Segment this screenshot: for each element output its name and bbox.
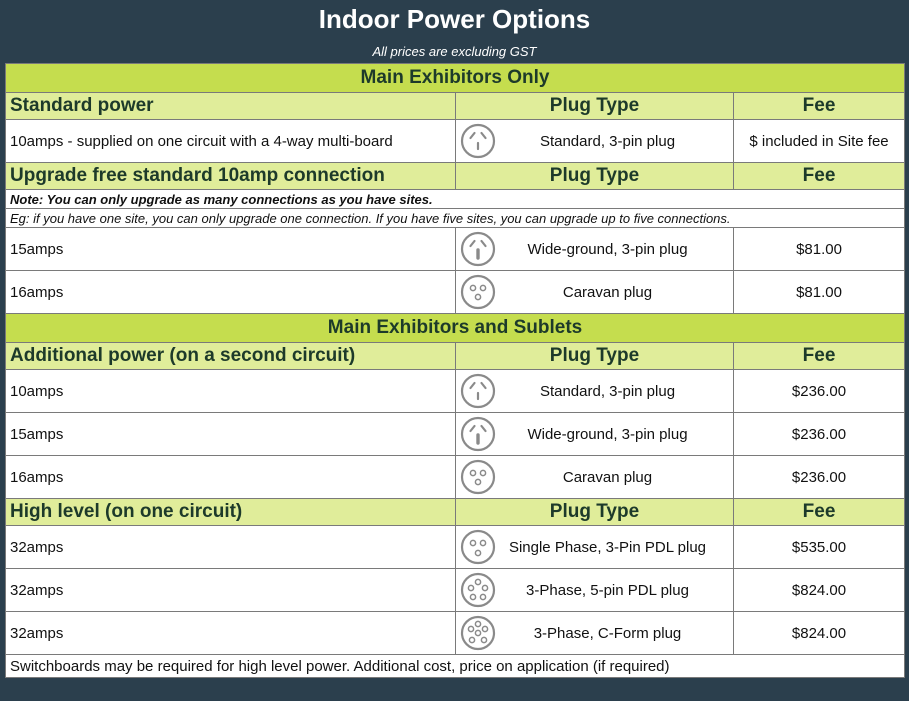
plug-type-header: Plug Type [456,343,734,370]
plug-type-header: Plug Type [456,93,734,120]
fee-value: $81.00 [734,271,905,314]
section-header-upgrade [6,163,905,190]
fee-value: $236.00 [734,456,905,499]
pdl-3pin-plug-icon [460,529,496,565]
pdl-5pin-plug-icon [460,572,496,608]
table-row [6,413,905,456]
plug-type-cell [456,569,734,612]
plug-type: Wide-ground, 3-pin plug [527,425,688,443]
band-main-exhibitors-and-sublets [6,314,905,343]
section-header-standard [6,93,905,120]
cform-plug-icon [460,615,496,651]
amp-rating: 32amps [6,612,456,655]
plug-type-cell [456,228,734,271]
amp-rating: 32amps [6,526,456,569]
standard-plug-icon [460,373,496,409]
upgrade-example-row [6,209,905,228]
plug-type-cell [456,456,734,499]
section-header-additional [6,343,905,370]
fee-value: $81.00 [734,228,905,271]
amp-rating: 16amps [6,271,456,314]
plug-type-cell [456,120,734,163]
upgrade-note-row [6,190,905,209]
fee-header: Fee [734,343,905,370]
plug-type-cell [456,526,734,569]
band-label: Main Exhibitors Only [6,64,905,93]
plug-type: 3-Phase, 5-pin PDL plug [526,581,689,599]
caravan-plug-icon [460,274,496,310]
fee-value: $ included in Site fee [734,120,905,163]
fee-value: $535.00 [734,526,905,569]
upgrade-note: Note: You can only upgrade as many connections as you have sites. [6,190,905,209]
table-row [6,228,905,271]
fee-header: Fee [734,499,905,526]
plug-type: 3-Phase, C-Form plug [533,624,682,642]
section-title: Upgrade free standard 10amp connection [6,163,456,190]
fee-value: $824.00 [734,612,905,655]
table-row [6,370,905,413]
amp-rating: 10amps - supplied on one circuit with a 4-way multi-board [6,120,456,163]
plug-type-cell [456,271,734,314]
plug-type: Caravan plug [562,283,653,301]
table-row [6,456,905,499]
plug-type: Wide-ground, 3-pin plug [527,240,688,258]
plug-type: Caravan plug [562,468,653,486]
table-row [6,612,905,655]
table-row [6,569,905,612]
plug-type-cell [456,370,734,413]
fee-header: Fee [734,93,905,120]
section-title: High level (on one circuit) [6,499,456,526]
band-label: Main Exhibitors and Sublets [6,314,905,343]
fee-value: $236.00 [734,413,905,456]
caravan-plug-icon [460,459,496,495]
standard-plug-icon [460,123,496,159]
wide-ground-plug-icon [460,416,496,452]
table-row [6,526,905,569]
plug-type: Standard, 3-pin plug [539,382,676,400]
power-options-table [5,63,905,678]
amp-rating: 10amps [6,370,456,413]
plug-type-header: Plug Type [456,499,734,526]
plug-type-cell [456,612,734,655]
plug-type: Single Phase, 3-Pin PDL plug [508,538,707,556]
wide-ground-plug-icon [460,231,496,267]
section-header-high-level [6,499,905,526]
amp-rating: 15amps [6,228,456,271]
page-title: Indoor Power Options [318,4,591,34]
plug-type: Standard, 3-pin plug [539,132,676,150]
fee-header: Fee [734,163,905,190]
table-row [6,120,905,163]
page-header [0,0,909,62]
amp-rating: 32amps [6,569,456,612]
band-main-exhibitors-only [6,64,905,93]
plug-type-header: Plug Type [456,163,734,190]
upgrade-example: Eg: if you have one site, you can only upgrade one connection. If you have five sites, you can upgrade up to five connections. [6,209,905,228]
amp-rating: 16amps [6,456,456,499]
page-subtitle: All prices are excluding GST [372,44,537,59]
fee-value: $236.00 [734,370,905,413]
fee-value: $824.00 [734,569,905,612]
section-title: Standard power [6,93,456,120]
footer-note: Switchboards may be required for high level power. Additional cost, price on application (if required) [6,655,905,678]
plug-type-cell [456,413,734,456]
table-row [6,271,905,314]
amp-rating: 15amps [6,413,456,456]
section-title: Additional power (on a second circuit) [6,343,456,370]
footer-row [6,655,905,678]
